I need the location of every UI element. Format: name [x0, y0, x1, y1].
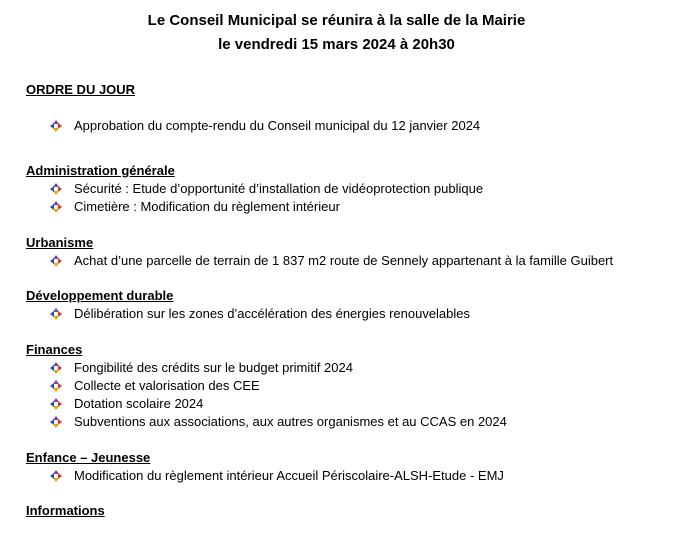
four-arrows-bullet-icon [50, 398, 62, 410]
section-informations: Informations [26, 503, 105, 518]
list-item [50, 180, 483, 198]
item-text: Modification du règlement intérieur Accueil Périscolaire-ALSH-Etude - EMJ [74, 468, 504, 483]
section-developpement-durable: Développement durable [26, 288, 174, 303]
item-text: Fongibilité des crédits sur le budget primitif 2024 [74, 360, 353, 375]
four-arrows-bullet-icon [50, 308, 62, 320]
list-item [50, 198, 340, 216]
list-item [50, 413, 507, 431]
item-text: Subventions aux associations, aux autres organismes et au CCAS en 2024 [74, 414, 507, 429]
list-item [50, 359, 353, 377]
four-arrows-bullet-icon [50, 201, 62, 213]
item-text: Collecte et valorisation des CEE [74, 378, 260, 393]
item-text: Dotation scolaire 2024 [74, 396, 204, 411]
four-arrows-bullet-icon [50, 416, 62, 428]
four-arrows-bullet-icon [50, 255, 62, 267]
section-enfance-jeunesse: Enfance – Jeunesse [26, 450, 151, 465]
section-ordre-du-jour: ORDRE DU JOUR [26, 82, 136, 97]
item-text: Approbation du compte-rendu du Conseil municipal du 12 janvier 2024 [74, 118, 481, 133]
list-item [50, 377, 260, 395]
list-item [50, 467, 504, 485]
four-arrows-bullet-icon [50, 362, 62, 374]
item-text: Cimetière : Modification du règlement intérieur [74, 199, 340, 214]
list-item [50, 305, 470, 323]
list-item [50, 252, 613, 270]
section-urbanisme: Urbanisme [26, 235, 94, 250]
list-item [50, 395, 203, 413]
meeting-title-line1: Le Conseil Municipal se réunira à la salle de la Mairie [147, 12, 526, 29]
item-text: Achat d’une parcelle de terrain de 1 837 m2 route de Sennely appartenant à la famille Guibert [74, 253, 614, 268]
item-text: Sécurité : Etude d’opportunité d’installation de vidéoprotection publique [74, 181, 484, 196]
four-arrows-bullet-icon [50, 183, 62, 195]
meeting-title-line2: le vendredi 15 mars 2024 à 20h30 [218, 36, 455, 53]
list-item [50, 117, 480, 135]
four-arrows-bullet-icon [50, 120, 62, 132]
section-administration: Administration générale [26, 163, 175, 178]
item-text: Délibération sur les zones d’accélération des énergies renouvelables [74, 306, 471, 321]
section-finances: Finances [26, 342, 83, 357]
four-arrows-bullet-icon [50, 470, 62, 482]
four-arrows-bullet-icon [50, 380, 62, 392]
